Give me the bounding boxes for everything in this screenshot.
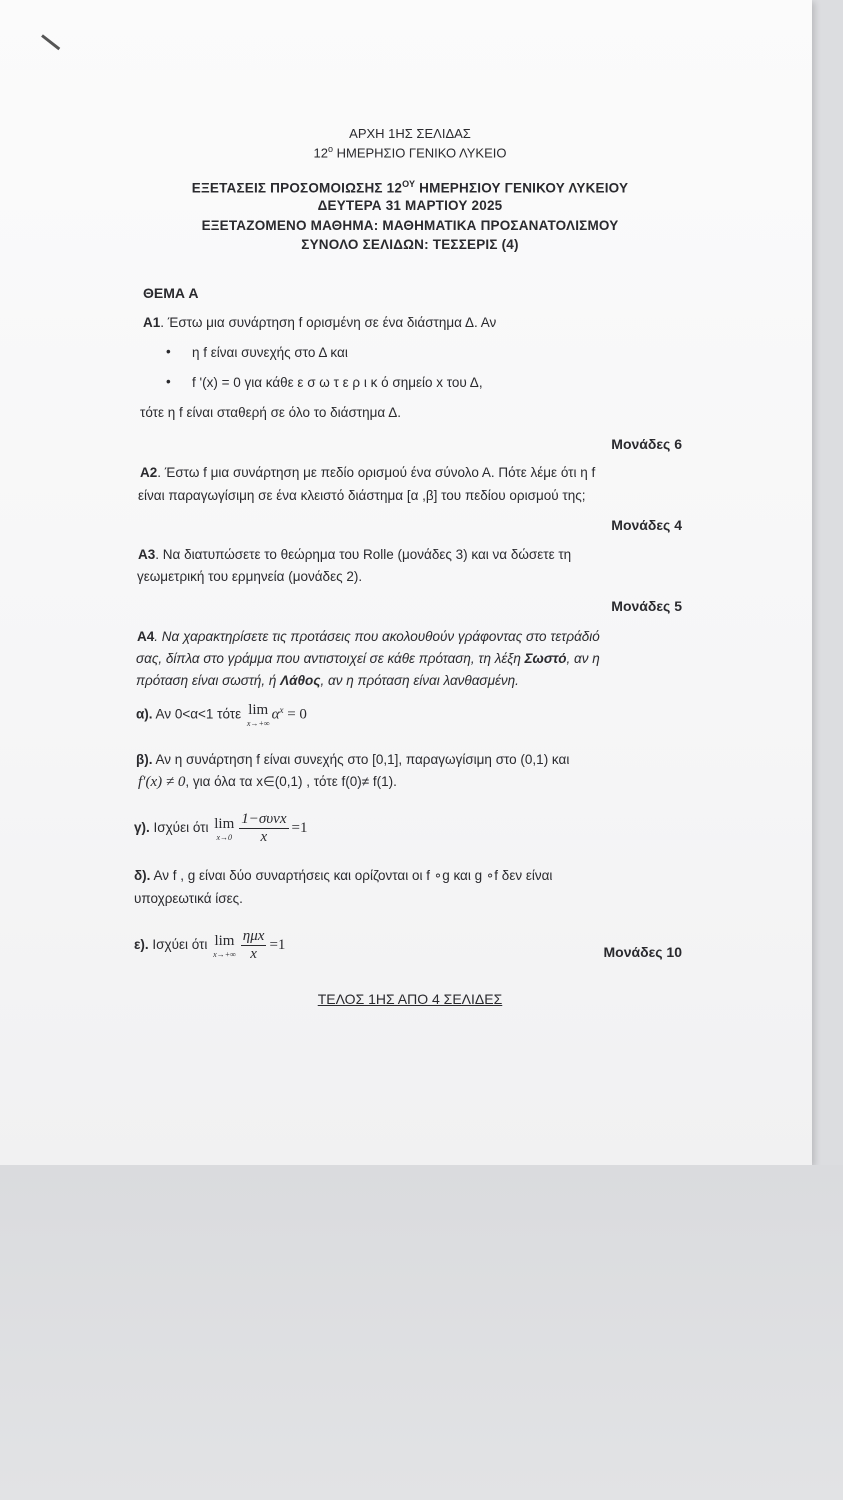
a4-line-3: πρόταση είναι σωστή, ή Λάθος, αν η πρόταση είναι λανθασμένη. [136,673,519,688]
a4-marks: Μονάδες 10 [603,944,682,960]
a1-condition-1: η f είναι συνεχής στο Δ και [192,345,348,360]
bullet-dot: • [166,374,171,389]
a4-line-2: σας, δίπλα στο γράμμα που αντιστοιχεί σε κάθε πρόταση, τη λέξη Σωστό, αν η [136,651,600,666]
statement-beta-line-1: β). Αν η συνάρτηση f είναι συνεχής στο [0,1], παραγωγίσιμη στο (0,1) και [136,752,570,767]
statement-delta-line-1: δ). Αν f , g είναι δύο συναρτήσεις και ορίζονται οι f ∘g και g ∘f δεν είναι [134,868,553,883]
statement-gamma: γ). Ισχύει ότι lim x→0 $\frac{\text{1−συνx}}{x}$ =1 [134,811,308,845]
table-surface [0,1165,843,1500]
a1-condition-2: f '(x) = 0 για κάθε ε σ ω τ ε ρ ι κ ό σημείο x του Δ, [192,375,483,390]
exam-subject: ΕΞΕΤΑΖΟΜΕΝΟ ΜΑΘΗΜΑ: ΜΑΘΗΜΑΤΙΚΑ ΠΡΟΣΑΝΑΤΟΛΙΣΜΟΥ [201,218,619,233]
pen-mark [41,34,60,50]
limit-expression: lim x→+∞ [246,702,270,728]
school-name: $12^o$ ΗΜΕΡΗΣΙΟ ΓΕΝΙΚΟ ΛΥΚΕΙΟ [313,144,507,161]
a1-marks: Μονάδες 6 [611,436,682,452]
fraction: $\frac{\text{1−συνx}}{x}$ [241,811,287,845]
limit-expression: lim x→0 [214,815,235,842]
section-title: ΘΕΜΑ Α [143,285,199,301]
limit-expression: lim x→+∞ [213,932,236,959]
a2-line-1: Α2. Έστω f μια συνάρτηση με πεδίο ορισμού ένα σύνολο Α. Πότε λέμε ότι η f [140,465,596,480]
exam-title: ΕΞΕΤΑΣΕΙΣ ΠΡΟΣΟΜΟΙΩΣΗΣ $12^{O\Upsilon}$ ΗΜΕΡΗΣΙΟΥ ΓΕΝΙΚΟΥ ΛΥΚΕΙΟΥ [191,179,629,196]
a3-line-2: γεωμετρική του ερμηνεία (μονάδες 2). [137,569,363,584]
a1-intro: Α1. Έστω μια συνάρτηση f ορισμένη σε ένα διάστημα Δ. Αν [143,315,497,330]
statement-beta-line-2: f′(x) ≠ 0, για όλα τα x∈(0,1) , τότε f(0)≠ f(1). [138,774,397,790]
a3-line-1: Α3. Να διατυπώσετε το θεώρημα του Rolle (μονάδες 3) και να δώσετε τη [138,547,572,562]
a2-marks: Μονάδες 4 [611,517,682,533]
page-count: ΣΥΝΟΛΟ ΣΕΛΙΔΩΝ: ΤΕΣΣΕΡΙΣ (4) [301,237,519,252]
a3-marks: Μονάδες 5 [611,598,682,614]
statement-epsilon: ε). Ισχύει ότι lim x→+∞ $\frac{\text{ημx}}{x}$ =1 [134,928,286,962]
a4-line-1: Α4. Να χαρακτηρίσετε τις προτάσεις που ακολουθούν γράφοντας στο τετράδιό [137,629,600,644]
exam-date: ΔΕΥΤΕΡΑ 31 ΜΑΡΤΙΟΥ 2025 [317,198,503,213]
a1-conclusion: τότε η f είναι σταθερή σε όλο το διάστημα Δ. [140,405,401,420]
a2-line-2: είναι παραγωγίσιμη σε ένα κλειστό διάστημα [α ,β] του πεδίου ορισμού της; [138,488,586,503]
fraction: $\frac{\text{ημx}}{x}$ [242,928,265,962]
statement-alpha: α). Αν 0<α<1 τότε lim x→+∞ $\alpha^x = 0$ [136,702,307,728]
page-start-label: ΑΡΧΗ 1ΗΣ ΣΕΛΙΔΑΣ [349,126,471,141]
bullet-dot: • [166,344,171,359]
page-end-label: ΤΕΛΟΣ 1ΗΣ ΑΠΟ 4 ΣΕΛΙΔΕΣ [317,991,503,1007]
statement-delta-line-2: υποχρεωτικά ίσες. [134,891,243,906]
